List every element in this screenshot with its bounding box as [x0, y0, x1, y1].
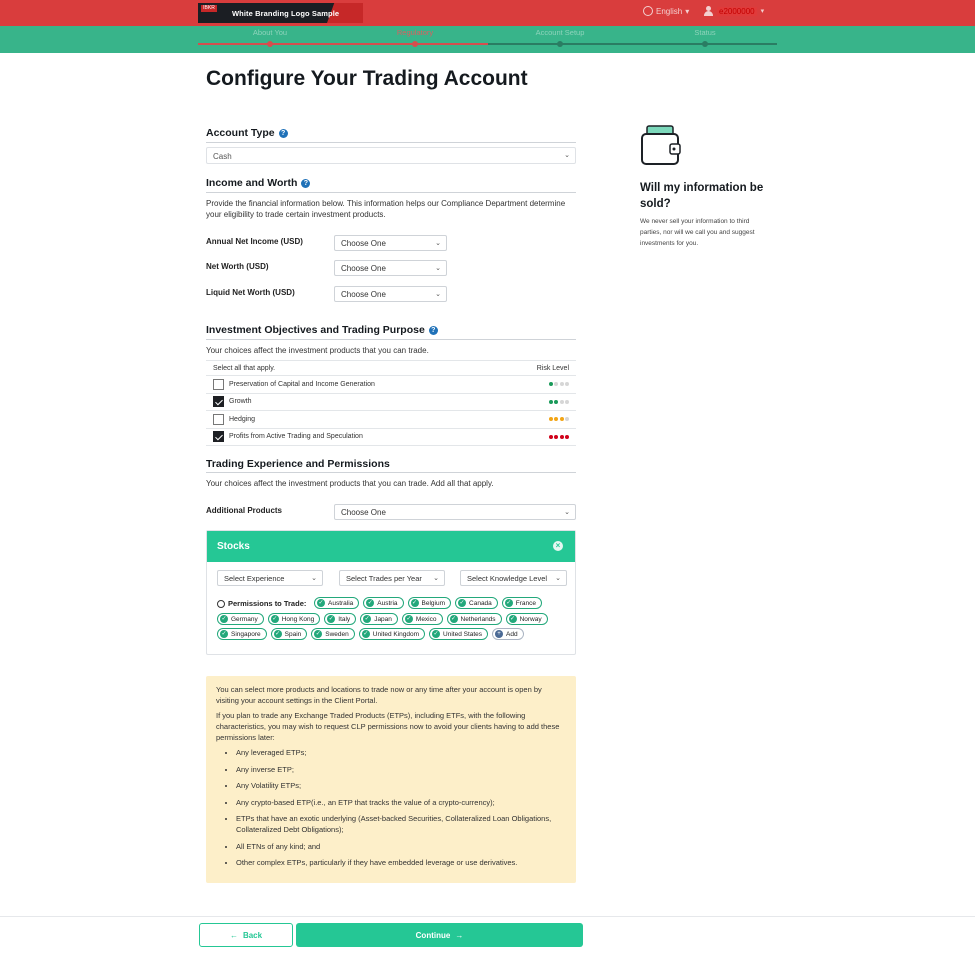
risk-dot [560, 435, 564, 439]
continue-label: Continue [415, 930, 451, 940]
list-item: • All ETNs of any kind; and [236, 841, 566, 852]
permissions-label [217, 599, 306, 608]
objective-checkbox[interactable] [213, 431, 224, 442]
check-icon: ✓ [433, 631, 439, 637]
chip-label: Italy [338, 615, 351, 623]
objectives-table [206, 360, 576, 446]
trades-per-year-select[interactable] [339, 570, 445, 586]
chip-label: United Kingdom [372, 630, 420, 638]
list-item: • Any inverse ETP; [236, 764, 566, 775]
chip-label: Sweden [325, 630, 349, 638]
select-value: Select Experience [224, 574, 285, 583]
check-icon: ✓ [510, 616, 516, 622]
stocks-title: Stocks [217, 541, 250, 552]
check-icon: ✓ [459, 600, 465, 606]
risk-level-header: Risk Level [536, 364, 569, 372]
check-icon: ✓ [221, 616, 227, 622]
language-label: English [656, 6, 683, 16]
list-item: • Any crypto-based ETP(i.e., an ETP that tracks the value of a crypto-currency); [236, 797, 566, 808]
arrow-left-icon: ← [229, 930, 238, 940]
country-chip[interactable] [217, 613, 264, 625]
risk-dot [554, 417, 558, 421]
additional-products-label: Additional Products [206, 506, 282, 515]
chip-row [217, 628, 524, 640]
check-icon: ✓ [412, 600, 418, 606]
step-dot [557, 41, 563, 47]
country-chip[interactable] [402, 613, 443, 625]
chevron-down-icon: ⌄ [435, 265, 441, 272]
step-label: Status [694, 28, 716, 37]
clp-notice [206, 676, 576, 883]
brand-mark: IBKR [201, 5, 217, 12]
stocks-card [206, 530, 576, 655]
brand-text: White Branding Logo Sample [232, 9, 340, 18]
table-header [206, 360, 576, 376]
chip-label: Add [506, 630, 518, 638]
risk-dot [565, 400, 569, 404]
net-worth-label: Net Worth (USD) [206, 262, 269, 271]
objectives-description: Your choices affect the investment products that you can trade. [206, 346, 429, 355]
globe-icon [217, 600, 225, 608]
chip-label: Australia [328, 599, 354, 607]
section-title: Account Type [206, 127, 275, 139]
chevron-down-icon: ⌄ [435, 291, 441, 298]
chip-label: Spain [284, 630, 302, 638]
divider [206, 142, 576, 143]
country-chip[interactable] [408, 597, 451, 609]
continue-button[interactable] [296, 923, 583, 947]
select-value: Cash [213, 152, 232, 161]
page-title: Configure Your Trading Account [206, 67, 528, 90]
additional-products-select[interactable] [334, 504, 576, 520]
objective-row[interactable] [206, 411, 576, 429]
brand-logo[interactable] [198, 3, 363, 23]
objective-label: Profits from Active Trading and Speculation [229, 433, 363, 441]
user-icon [704, 6, 713, 16]
step-label: Account Setup [535, 28, 585, 37]
globe-icon [643, 6, 653, 16]
check-icon: ✓ [315, 631, 321, 637]
objective-checkbox[interactable] [213, 414, 224, 425]
risk-indicator [549, 382, 570, 386]
help-icon[interactable]: ? [301, 179, 310, 188]
objective-row[interactable] [206, 429, 576, 447]
risk-indicator [549, 435, 570, 439]
check-icon: ✓ [364, 616, 370, 622]
stocks-header [207, 531, 575, 562]
notice-list [236, 747, 566, 868]
risk-indicator [549, 417, 570, 421]
check-icon: ✓ [272, 616, 278, 622]
objective-row[interactable] [206, 394, 576, 412]
account-type-heading [206, 127, 288, 139]
risk-dot [549, 400, 553, 404]
country-chip[interactable] [271, 628, 308, 640]
step-dot [412, 41, 418, 47]
progress-steps [0, 26, 975, 53]
trading-heading [206, 458, 390, 470]
country-chip[interactable] [217, 628, 267, 640]
chip-label: Japan [374, 615, 392, 623]
chip-label: Germany [231, 615, 258, 623]
risk-dot [554, 400, 558, 404]
risk-indicator [549, 400, 570, 404]
notice-paragraph: If you plan to trade any Exchange Traded Products (ETPs), including ETFs, with the following characteristics, you may wish to request CLP permissions now to avoid your clients having to add these permissions later: [216, 711, 560, 742]
check-icon: ✓ [221, 631, 227, 637]
divider [206, 472, 576, 473]
chip-label: Canada [469, 599, 492, 607]
chip-label: Austria [377, 599, 398, 607]
footer-divider [0, 916, 975, 917]
account-type-select[interactable] [206, 147, 576, 164]
risk-dot [560, 417, 564, 421]
user-menu[interactable] [704, 6, 764, 16]
help-icon[interactable]: ? [429, 326, 438, 335]
chevron-down-icon: ⌄ [564, 509, 570, 516]
risk-dot [554, 435, 558, 439]
list-item: • ETPs that have an exotic underlying (Asset-backed Securities, Collateralized Loan Obligations, Collateralized Debt Obligations); [236, 813, 566, 835]
section-title: Investment Objectives and Trading Purpose [206, 324, 425, 336]
wallet-icon [640, 124, 682, 166]
divider [206, 192, 576, 193]
country-chip[interactable] [455, 597, 498, 609]
chip-label: France [515, 599, 537, 607]
country-chip[interactable] [360, 613, 398, 625]
add-country-chip[interactable] [492, 628, 524, 640]
risk-dot [554, 382, 558, 386]
step-label: About You [252, 28, 288, 37]
language-selector[interactable] [643, 6, 689, 16]
country-chip[interactable] [429, 628, 488, 640]
chevron-down-icon: ⌄ [311, 575, 317, 582]
check-icon: ✓ [328, 616, 334, 622]
back-button[interactable] [199, 923, 293, 947]
risk-dot [549, 417, 553, 421]
select-value: Choose One [341, 508, 386, 517]
check-icon: ✓ [506, 600, 512, 606]
chevron-down-icon: ⌄ [435, 240, 441, 247]
country-chip[interactable] [447, 613, 502, 625]
chevron-down-icon: ▾ [685, 6, 690, 16]
check-icon: ✓ [275, 631, 281, 637]
select-value: Select Trades per Year [346, 574, 422, 583]
risk-dot [560, 382, 564, 386]
objective-checkbox[interactable] [213, 379, 224, 390]
objective-label: Preservation of Capital and Income Generation [229, 380, 375, 388]
risk-dot [565, 382, 569, 386]
select-value: Select Knowledge Level [467, 574, 548, 583]
select-value: Choose One [341, 290, 386, 299]
step-status [645, 28, 765, 37]
chip-label: United States [443, 630, 483, 638]
chip-label: Belgium [421, 599, 446, 607]
chip-row [314, 597, 542, 609]
select-value: Choose One [341, 264, 386, 273]
chevron-down-icon: ⌄ [564, 152, 570, 159]
chevron-down-icon: ▾ [760, 8, 765, 15]
top-header [0, 0, 975, 26]
liquid-net-worth-label: Liquid Net Worth (USD) [206, 288, 295, 297]
country-chip[interactable] [506, 613, 548, 625]
risk-dot [565, 417, 569, 421]
objective-label: Hedging [229, 415, 256, 423]
annual-income-select[interactable] [334, 235, 447, 251]
chevron-down-icon: ⌄ [433, 575, 439, 582]
trading-description: Your choices affect the investment products that you can trade. Add all that apply. [206, 479, 494, 488]
step-regulatory [355, 28, 475, 37]
chip-label: Norway [519, 615, 542, 623]
list-item: • Any Volatility ETPs; [236, 780, 566, 791]
check-icon: ✓ [406, 616, 412, 622]
chevron-down-icon: ⌄ [555, 575, 561, 582]
risk-dot [549, 382, 553, 386]
divider [206, 339, 576, 340]
steps-track-progress [198, 43, 488, 45]
objective-label: Growth [229, 398, 252, 406]
country-chip[interactable] [359, 628, 425, 640]
section-title: Income and Worth [206, 177, 298, 189]
list-item: • Other complex ETPs, particularly if they have embedded leverage or use derivatives. [236, 857, 566, 868]
select-value: Choose One [341, 239, 386, 248]
notice-paragraph: You can select more products and locations to trade now or any time after your account is open by visiting your account settings in the Client Portal. [216, 685, 542, 705]
permissions-text: Permissions to Trade: [228, 599, 307, 608]
risk-dot [560, 400, 564, 404]
annual-income-label: Annual Net Income (USD) [206, 237, 303, 246]
step-account-setup [500, 28, 620, 37]
check-icon: ✓ [367, 600, 373, 606]
step-about-you [210, 28, 330, 37]
objective-row[interactable] [206, 376, 576, 394]
chip-row [217, 613, 548, 625]
country-chip[interactable] [311, 628, 355, 640]
check-icon: ✓ [450, 616, 457, 622]
chip-label: Singapore [231, 630, 261, 638]
knowledge-level-select[interactable] [460, 570, 567, 586]
back-label: Back [242, 930, 263, 940]
net-worth-select[interactable] [334, 260, 447, 276]
risk-dot [565, 435, 569, 439]
income-heading [206, 177, 310, 189]
objectives-heading [206, 324, 438, 336]
check-icon: ✓ [363, 631, 369, 637]
chip-label: Hong Kong [281, 615, 315, 623]
help-icon[interactable]: ? [279, 129, 288, 138]
info-text: We never sell your information to third parties, nor will we call you and suggest investments for you. [640, 218, 755, 247]
step-label: Regulatory [396, 28, 434, 37]
income-description: Provide the financial information below. This information helps our Compliance Department determine your eligibility to trade certain investment products. [206, 199, 566, 219]
plus-icon: + [495, 630, 503, 638]
country-chip[interactable] [268, 613, 321, 625]
chip-label: Mexico [415, 615, 437, 623]
step-dot [702, 41, 708, 47]
country-chip[interactable] [324, 613, 356, 625]
risk-dot [549, 435, 553, 439]
chip-label: Netherlands [460, 615, 496, 623]
username: e2000000 [719, 6, 755, 16]
section-title: Trading Experience and Permissions [206, 458, 390, 470]
step-dot [267, 41, 273, 47]
experience-select[interactable] [217, 570, 323, 586]
select-all-label: Select all that apply. [213, 364, 276, 372]
close-icon[interactable]: × [553, 541, 563, 551]
info-title: Will my information be sold? [640, 182, 764, 210]
liquid-net-worth-select[interactable] [334, 286, 447, 302]
arrow-right-icon: → [455, 930, 464, 940]
list-item: • Any leveraged ETPs; [236, 747, 566, 758]
country-chip[interactable] [363, 597, 403, 609]
check-icon: ✓ [318, 600, 324, 606]
country-chip[interactable] [314, 597, 359, 609]
objective-checkbox[interactable] [213, 396, 224, 407]
country-chip[interactable] [502, 597, 542, 609]
